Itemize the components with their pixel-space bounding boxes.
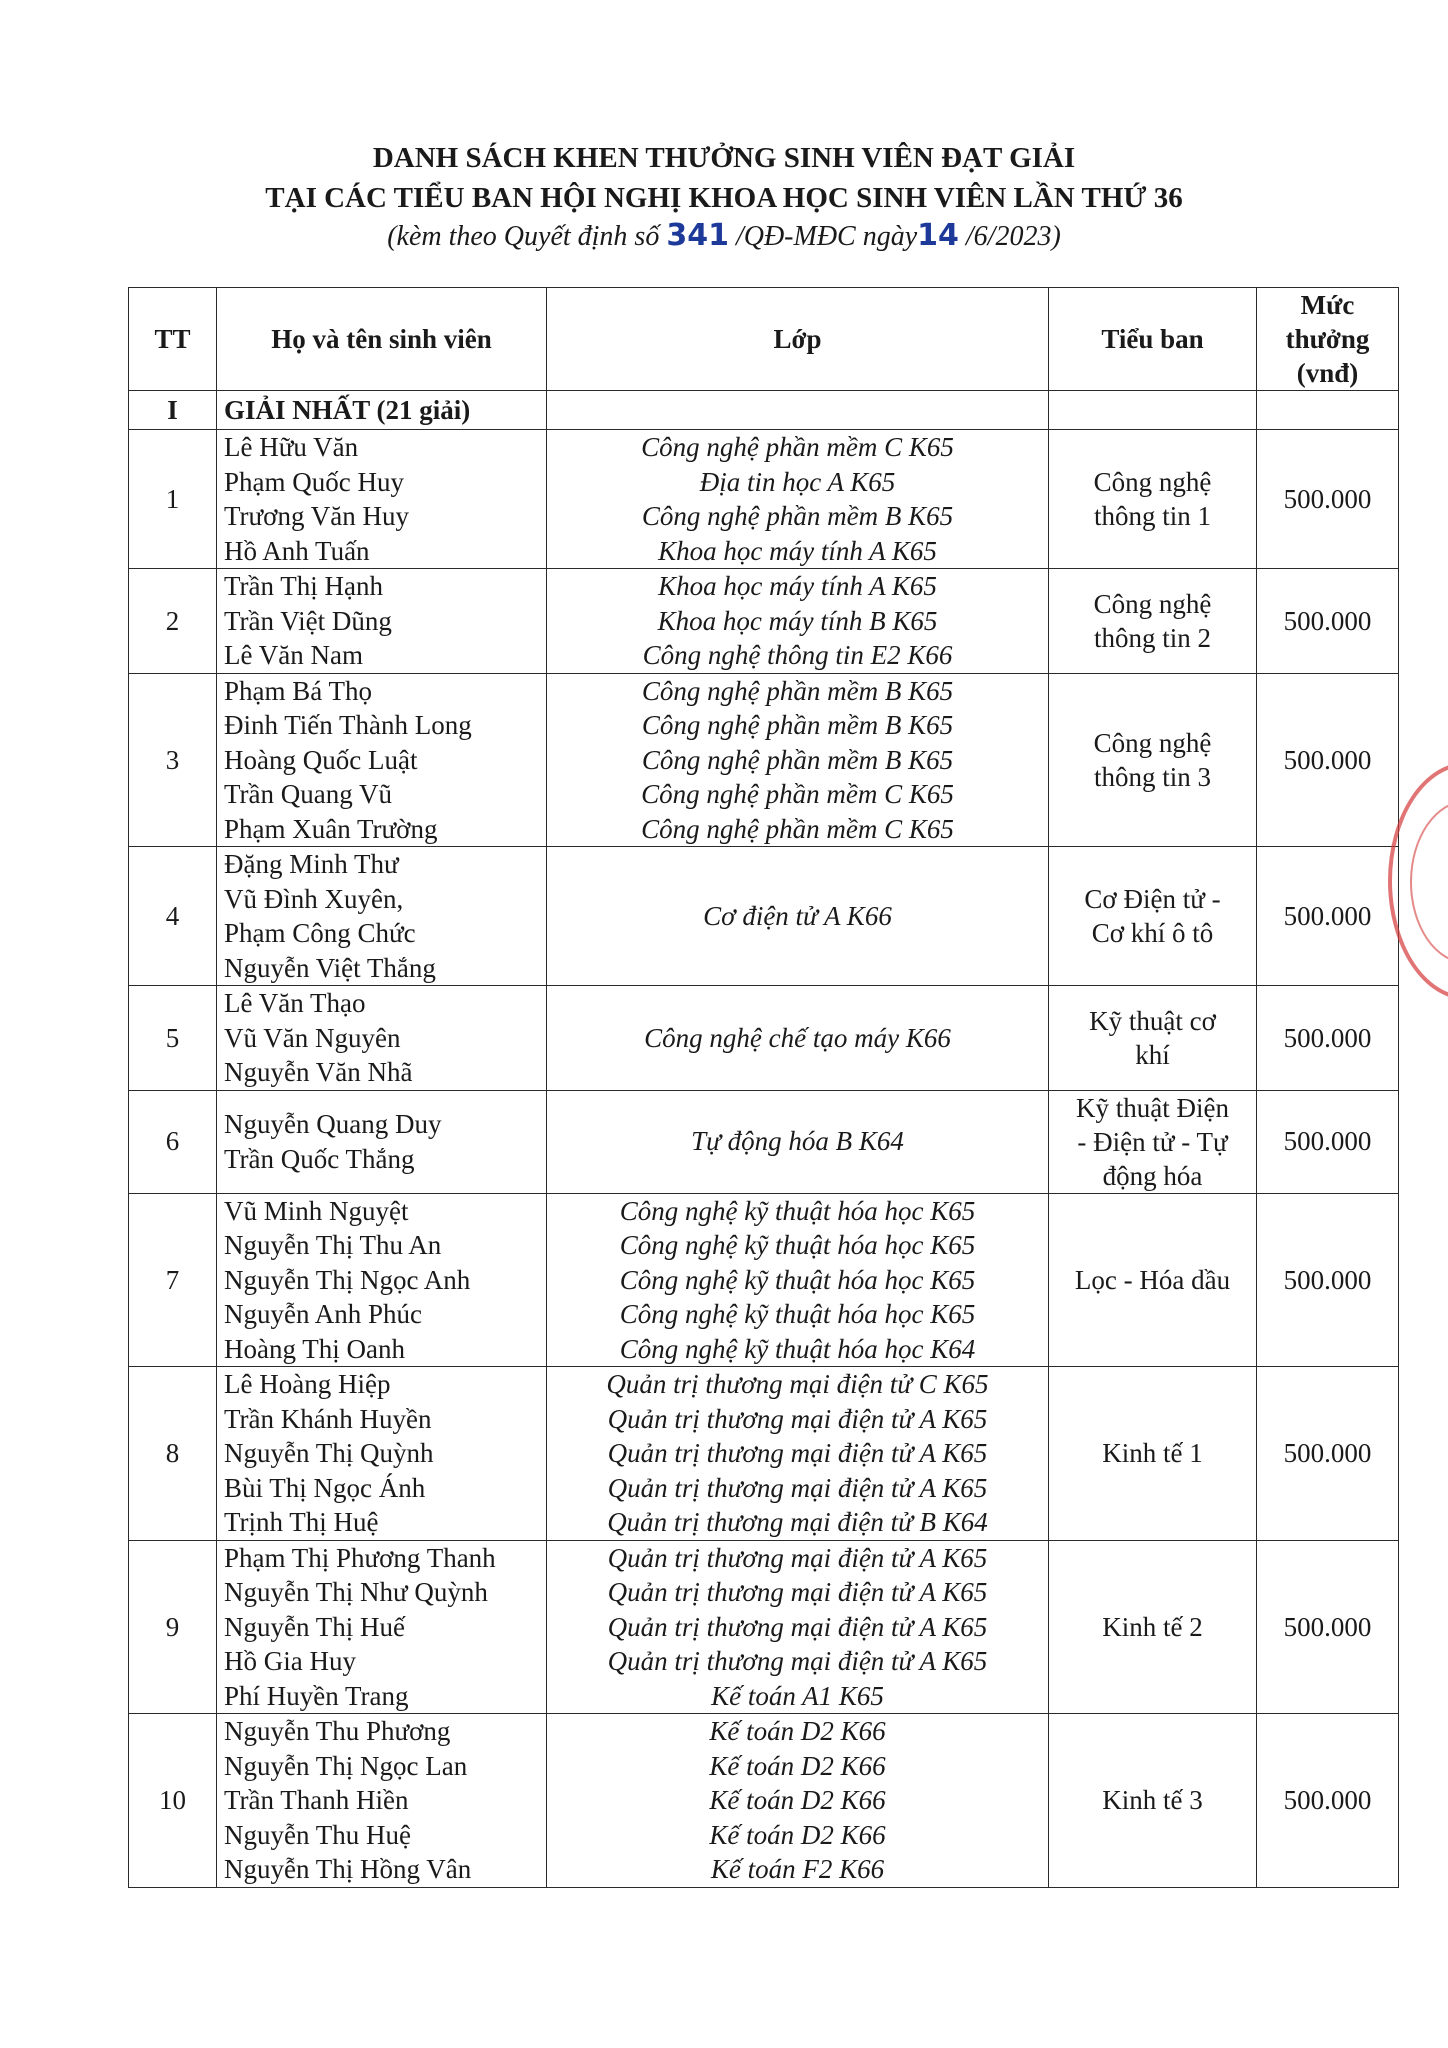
decision-day-handwritten: 14 <box>917 218 959 253</box>
student-names-line: Phạm Bá Thọ <box>224 675 372 706</box>
subcommittee-line: thông tin 2 <box>1093 622 1211 653</box>
subcommittee <box>1049 847 1257 986</box>
header-amount <box>1257 288 1399 391</box>
header-amount-line: thưởng <box>1285 324 1370 354</box>
student-names-line: Đinh Tiến Thành Long <box>224 710 472 740</box>
subcommittee-line: Kinh tế 2 <box>1102 1611 1203 1642</box>
decision-suffix: /6/2023) <box>958 221 1061 252</box>
award-amount: 500.000 <box>1257 1090 1399 1193</box>
table-row <box>129 986 1399 1091</box>
subcommittee-line: Cơ Điện tử - <box>1084 884 1221 914</box>
subcommittee-line: Công nghệ <box>1093 588 1212 619</box>
student-names-line: Lê Văn Nam <box>224 640 363 670</box>
student-classes <box>547 673 1049 847</box>
award-amount: 500.000 <box>1257 1367 1399 1541</box>
student-names-line: Nguyễn Thị Như Quỳnh <box>224 1577 488 1607</box>
student-names <box>217 430 547 569</box>
student-classes-line: Tự động hóa B K64 <box>691 1126 904 1157</box>
award-table <box>128 287 1399 1888</box>
student-classes-line: Công nghệ phần mềm B K65 <box>641 501 954 531</box>
student-classes-line: Công nghệ phần mềm B K65 <box>641 744 954 775</box>
subcommittee-line: động hóa <box>1102 1160 1203 1191</box>
student-names-line: Vũ Minh Nguyệt <box>224 1195 409 1226</box>
student-names-line: Nguyễn Việt Thắng <box>224 952 436 983</box>
student-classes-line: Quản trị thương mại điện tử A K65 <box>607 1542 988 1573</box>
student-names <box>217 1090 547 1193</box>
student-classes-line: Khoa học máy tính A K65 <box>658 571 937 601</box>
student-names <box>217 1367 547 1541</box>
student-names-line: Hồ Anh Tuấn <box>224 535 370 566</box>
student-names <box>217 1540 547 1714</box>
student-names-line: Lê Hoàng Hiệp <box>224 1369 391 1399</box>
subcommittee <box>1049 1090 1257 1193</box>
student-names-line: Phạm Quốc Huy <box>224 466 404 497</box>
student-names-line: Nguyễn Thu Phương <box>224 1716 451 1746</box>
subcommittee <box>1049 569 1257 674</box>
student-names-line: Lê Hữu Văn <box>224 432 359 462</box>
student-classes-line: Quản trị thương mại điện tử A K65 <box>607 1611 988 1642</box>
student-classes-line: Kế toán D2 K66 <box>709 1750 886 1781</box>
row-number: 8 <box>129 1367 217 1541</box>
student-classes-line: Quản trị thương mại điện tử A K65 <box>607 1646 988 1676</box>
award-amount: 500.000 <box>1257 430 1399 569</box>
student-classes <box>547 430 1049 569</box>
subcommittee-line: Kinh tế 3 <box>1102 1785 1203 1816</box>
student-classes-line: Quản trị thương mại điện tử B K64 <box>607 1507 988 1537</box>
student-names-line: Vũ Đình Xuyên, <box>224 883 404 914</box>
student-classes-line: Quản trị thương mại điện tử A K65 <box>607 1577 988 1607</box>
award-amount: 500.000 <box>1257 1714 1399 1888</box>
student-names-line: Nguyễn Thị Ngọc Anh <box>224 1264 471 1295</box>
table-row <box>129 1367 1399 1541</box>
student-classes <box>547 1090 1049 1193</box>
student-names-line: Hoàng Quốc Luật <box>224 744 418 775</box>
document-title-line-1: DANH SÁCH KHEN THƯỞNG SINH VIÊN ĐẠT GIẢI <box>372 142 1076 174</box>
student-names-line: Phạm Xuân Trường <box>224 813 438 844</box>
section-number: I <box>129 391 217 430</box>
student-names <box>217 986 547 1091</box>
row-number: 5 <box>129 986 217 1091</box>
subcommittee <box>1049 1540 1257 1714</box>
header-class: Lớp <box>547 288 1049 391</box>
row-number: 4 <box>129 847 217 986</box>
table-header-row <box>129 288 1399 391</box>
student-classes <box>547 1540 1049 1714</box>
header-amount-line: Mức <box>1300 290 1355 320</box>
student-names-line: Nguyễn Anh Phúc <box>224 1299 422 1329</box>
student-names-line: Lê Văn Thạo <box>224 988 366 1018</box>
student-classes-line: Công nghệ chế tạo máy K66 <box>644 1022 951 1053</box>
student-names-line: Nguyễn Thị Thu An <box>224 1230 442 1260</box>
student-classes-line: Quản trị thương mại điện tử A K65 <box>607 1438 988 1468</box>
subcommittee <box>1049 430 1257 569</box>
student-names-line: Nguyễn Văn Nhã <box>224 1057 413 1087</box>
student-names <box>217 673 547 847</box>
subcommittee-line: thông tin 1 <box>1093 501 1211 531</box>
subcommittee-line: Kỹ thuật Điện <box>1076 1092 1229 1123</box>
student-classes-line: Quản trị thương mại điện tử A K65 <box>607 1403 988 1434</box>
student-classes-line: Kế toán A1 K65 <box>711 1680 884 1711</box>
subcommittee-line: Cơ khí ô tô <box>1091 918 1214 948</box>
row-number: 2 <box>129 569 217 674</box>
header-amount-line: (vnđ) <box>1296 358 1359 388</box>
award-amount: 500.000 <box>1257 847 1399 986</box>
student-names-line: Phạm Công Chức <box>224 918 416 948</box>
student-names <box>217 569 547 674</box>
student-classes <box>547 1193 1049 1367</box>
student-classes <box>547 1714 1049 1888</box>
student-classes-line: Công nghệ phần mềm C K65 <box>641 779 954 809</box>
subcommittee-line: Công nghệ <box>1093 467 1212 497</box>
student-names-line: Đặng Minh Thư <box>224 849 399 879</box>
decision-prefix: (kèm theo Quyết định số <box>387 221 667 252</box>
decision-middle: /QĐ-MĐC ngày <box>728 221 918 252</box>
section-label: GIẢI NHẤT (21 giải) <box>217 391 547 430</box>
student-names-line: Hoàng Thị Oanh <box>224 1333 405 1364</box>
student-classes-line: Công nghệ phần mềm C K65 <box>641 432 954 462</box>
award-amount: 500.000 <box>1257 1193 1399 1367</box>
award-amount: 500.000 <box>1257 569 1399 674</box>
subcommittee-line: Công nghệ <box>1093 727 1212 758</box>
subcommittee-line: thông tin 3 <box>1093 761 1211 792</box>
row-number: 6 <box>129 1090 217 1193</box>
student-names-line: Nguyễn Thị Quỳnh <box>224 1438 434 1468</box>
decision-reference <box>0 218 1448 253</box>
student-classes <box>547 986 1049 1091</box>
student-names-line: Trần Việt Dũng <box>224 605 392 636</box>
header-student-name: Họ và tên sinh viên <box>217 288 547 391</box>
student-classes <box>547 1367 1049 1541</box>
subcommittee <box>1049 673 1257 847</box>
student-names-line: Phí Huyền Trang <box>224 1680 409 1711</box>
student-classes-line: Công nghệ phần mềm B K65 <box>641 675 954 706</box>
decision-number-handwritten: 341 <box>666 218 729 253</box>
student-names-line: Nguyễn Thị Hồng Vân <box>224 1854 472 1884</box>
subcommittee <box>1049 986 1257 1091</box>
student-classes-line: Kế toán D2 K66 <box>709 1785 886 1815</box>
student-classes-line: Địa tin học A K65 <box>699 466 896 497</box>
student-classes-line: Công nghệ kỹ thuật hóa học K65 <box>619 1195 976 1226</box>
student-names-line: Nguyễn Thị Ngọc Lan <box>224 1750 468 1781</box>
award-amount: 500.000 <box>1257 1540 1399 1714</box>
student-classes-line: Công nghệ kỹ thuật hóa học K65 <box>619 1230 976 1260</box>
student-classes-line: Công nghệ thông tin E2 K66 <box>642 640 953 670</box>
student-classes <box>547 847 1049 986</box>
student-classes <box>547 569 1049 674</box>
student-classes-line: Khoa học máy tính B K65 <box>657 605 938 636</box>
student-classes-line: Quản trị thương mại điện tử C K65 <box>606 1369 989 1399</box>
student-classes-line: Công nghệ kỹ thuật hóa học K65 <box>619 1264 976 1295</box>
student-names-line: Nguyễn Quang Duy <box>224 1109 442 1139</box>
student-names-line: Trần Thị Hạnh <box>224 571 384 601</box>
student-names <box>217 1714 547 1888</box>
student-classes-line: Công nghệ phần mềm B K65 <box>641 710 954 740</box>
section-row <box>129 391 1399 430</box>
header-tt: TT <box>129 288 217 391</box>
student-names-line: Nguyễn Thị Huế <box>224 1611 405 1642</box>
student-names-line: Trương Văn Huy <box>224 501 409 531</box>
student-classes-line: Công nghệ phần mềm C K65 <box>641 813 954 844</box>
row-number: 9 <box>129 1540 217 1714</box>
student-names-line: Trần Quang Vũ <box>224 779 393 809</box>
document-title-line-2: TẠI CÁC TIỂU BAN HỘI NGHỊ KHOA HỌC SINH VIÊN LẦN THỨ 36 <box>265 182 1183 214</box>
student-names-line: Phạm Thị Phương Thanh <box>224 1542 496 1573</box>
table-row <box>129 1193 1399 1367</box>
table-row <box>129 430 1399 569</box>
student-classes-line: Khoa học máy tính A K65 <box>658 535 937 566</box>
row-number: 10 <box>129 1714 217 1888</box>
student-names-line: Trần Khánh Huyền <box>224 1403 432 1434</box>
student-names-line: Trần Quốc Thắng <box>224 1143 415 1174</box>
table-row <box>129 847 1399 986</box>
student-classes-line: Công nghệ kỹ thuật hóa học K64 <box>619 1333 976 1364</box>
student-names-line: Vũ Văn Nguyên <box>224 1022 401 1053</box>
table-row <box>129 1540 1399 1714</box>
student-classes-line: Quản trị thương mại điện tử A K65 <box>607 1472 988 1503</box>
student-names <box>217 1193 547 1367</box>
student-names <box>217 847 547 986</box>
subcommittee <box>1049 1714 1257 1888</box>
student-names-line: Nguyễn Thu Huệ <box>224 1819 411 1850</box>
header-subcommittee: Tiểu ban <box>1049 288 1257 391</box>
row-number: 3 <box>129 673 217 847</box>
award-amount: 500.000 <box>1257 986 1399 1091</box>
student-names-line: Hồ Gia Huy <box>224 1646 356 1676</box>
subcommittee-line: khí <box>1135 1039 1170 1070</box>
table-row <box>129 569 1399 674</box>
subcommittee-line: - Điện tử - Tự <box>1077 1126 1228 1157</box>
student-classes-line: Kế toán F2 K66 <box>710 1854 885 1884</box>
student-names-line: Trần Thanh Hiền <box>224 1785 409 1815</box>
table-row <box>129 1090 1399 1193</box>
student-classes-line: Công nghệ kỹ thuật hóa học K65 <box>619 1299 976 1329</box>
subcommittee <box>1049 1193 1257 1367</box>
subcommittee <box>1049 1367 1257 1541</box>
student-names-line: Trịnh Thị Huệ <box>224 1507 379 1537</box>
row-number: 7 <box>129 1193 217 1367</box>
table-row <box>129 1714 1399 1888</box>
table-row <box>129 673 1399 847</box>
award-amount: 500.000 <box>1257 673 1399 847</box>
row-number: 1 <box>129 430 217 569</box>
student-names-line: Bùi Thị Ngọc Ánh <box>224 1472 426 1503</box>
student-classes-line: Cơ điện tử A K66 <box>703 900 892 931</box>
student-classes-line: Kế toán D2 K66 <box>709 1716 886 1746</box>
subcommittee-line: Kinh tế 1 <box>1102 1438 1203 1469</box>
student-classes-line: Kế toán D2 K66 <box>709 1819 886 1850</box>
subcommittee-line: Kỹ thuật cơ <box>1089 1005 1216 1036</box>
subcommittee-line: Lọc - Hóa dầu <box>1074 1264 1231 1295</box>
